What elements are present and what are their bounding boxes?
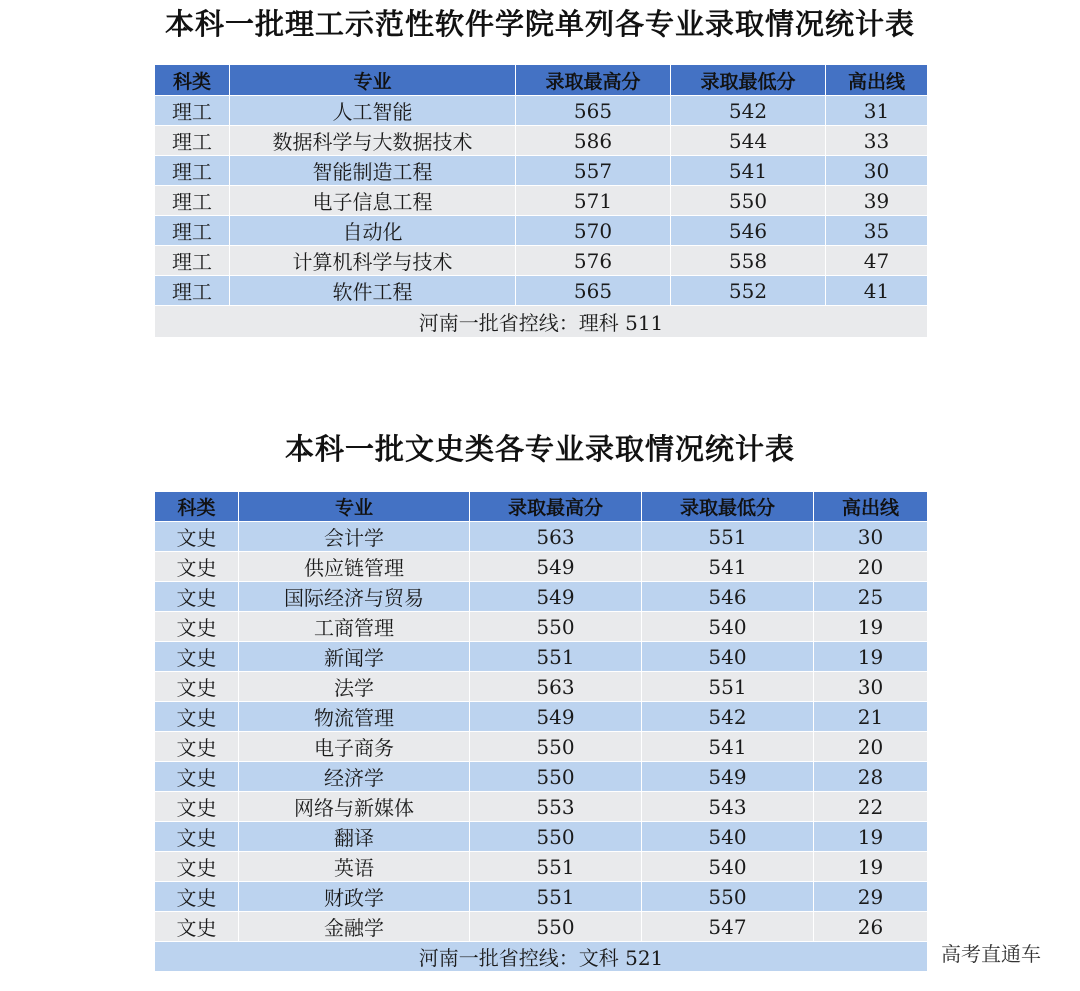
cell-category: 文史 — [155, 672, 239, 702]
cell-category: 文史 — [155, 582, 239, 612]
cell-min-score: 551 — [642, 672, 814, 702]
cell-min-score: 550 — [671, 186, 826, 216]
header-above-line: 高出线 — [814, 492, 928, 522]
cell-max-score: 565 — [516, 276, 671, 306]
cell-above-line: 30 — [814, 522, 928, 552]
table-row — [155, 96, 928, 126]
cell-max-score: 550 — [470, 822, 642, 852]
cell-min-score: 550 — [642, 882, 814, 912]
table-row — [155, 702, 928, 732]
cell-min-score: 552 — [671, 276, 826, 306]
cell-category: 文史 — [155, 612, 239, 642]
header-above-line: 高出线 — [826, 65, 928, 96]
cell-category: 理工 — [155, 216, 230, 246]
cell-min-score: 540 — [642, 642, 814, 672]
cell-above-line: 33 — [826, 126, 928, 156]
cell-above-line: 20 — [814, 732, 928, 762]
header-min-score: 录取最低分 — [671, 65, 826, 96]
cell-major: 电子信息工程 — [230, 186, 516, 216]
cell-category: 文史 — [155, 702, 239, 732]
cell-above-line: 19 — [814, 612, 928, 642]
cell-min-score: 558 — [671, 246, 826, 276]
cell-major: 计算机科学与技术 — [230, 246, 516, 276]
cell-max-score: 565 — [516, 96, 671, 126]
table-row — [155, 732, 928, 762]
table-row — [155, 552, 928, 582]
cell-above-line: 31 — [826, 96, 928, 126]
cell-max-score: 550 — [470, 612, 642, 642]
cell-category: 理工 — [155, 126, 230, 156]
cell-major: 网络与新媒体 — [239, 792, 470, 822]
cell-above-line: 35 — [826, 216, 928, 246]
science-admission-table — [154, 64, 928, 338]
cell-category: 文史 — [155, 732, 239, 762]
header-min-score: 录取最低分 — [642, 492, 814, 522]
cell-category: 理工 — [155, 156, 230, 186]
cell-above-line: 30 — [826, 156, 928, 186]
table-footer-row — [155, 306, 928, 338]
cell-major: 金融学 — [239, 912, 470, 942]
table-row — [155, 276, 928, 306]
table-row — [155, 156, 928, 186]
cell-max-score: 549 — [470, 552, 642, 582]
table-row — [155, 762, 928, 792]
cell-major: 工商管理 — [239, 612, 470, 642]
cell-max-score: 551 — [470, 642, 642, 672]
header-max-score: 录取最高分 — [470, 492, 642, 522]
cell-category: 文史 — [155, 522, 239, 552]
table-row — [155, 126, 928, 156]
control-line-note: 河南一批省控线：文科 521 — [155, 942, 928, 972]
cell-min-score: 543 — [642, 792, 814, 822]
cell-max-score: 557 — [516, 156, 671, 186]
cell-max-score: 553 — [470, 792, 642, 822]
table-row — [155, 912, 928, 942]
cell-above-line: 20 — [814, 552, 928, 582]
cell-max-score: 576 — [516, 246, 671, 276]
cell-min-score: 540 — [642, 852, 814, 882]
table-row — [155, 186, 928, 216]
header-max-score: 录取最高分 — [516, 65, 671, 96]
cell-category: 理工 — [155, 276, 230, 306]
cell-max-score: 570 — [516, 216, 671, 246]
cell-category: 文史 — [155, 642, 239, 672]
cell-major: 经济学 — [239, 762, 470, 792]
cell-min-score: 546 — [642, 582, 814, 612]
table-row — [155, 792, 928, 822]
table-row — [155, 246, 928, 276]
cell-min-score: 541 — [642, 552, 814, 582]
control-line-note: 河南一批省控线：理科 511 — [155, 306, 928, 338]
table-row — [155, 522, 928, 552]
cell-max-score: 551 — [470, 852, 642, 882]
cell-min-score: 542 — [671, 96, 826, 126]
header-major: 专业 — [239, 492, 470, 522]
header-category: 科类 — [155, 65, 230, 96]
cell-major: 国际经济与贸易 — [239, 582, 470, 612]
cell-major: 电子商务 — [239, 732, 470, 762]
cell-above-line: 47 — [826, 246, 928, 276]
header-category: 科类 — [155, 492, 239, 522]
cell-category: 文史 — [155, 822, 239, 852]
cell-min-score: 541 — [642, 732, 814, 762]
cell-major: 物流管理 — [239, 702, 470, 732]
cell-max-score: 550 — [470, 762, 642, 792]
cell-max-score: 551 — [470, 882, 642, 912]
cell-above-line: 41 — [826, 276, 928, 306]
cell-min-score: 551 — [642, 522, 814, 552]
table-row — [155, 642, 928, 672]
cell-above-line: 39 — [826, 186, 928, 216]
cell-above-line: 19 — [814, 822, 928, 852]
cell-above-line: 28 — [814, 762, 928, 792]
cell-above-line: 29 — [814, 882, 928, 912]
cell-above-line: 19 — [814, 852, 928, 882]
cell-above-line: 19 — [814, 642, 928, 672]
cell-max-score: 563 — [470, 522, 642, 552]
cell-min-score: 547 — [642, 912, 814, 942]
liberal-arts-admission-table — [154, 491, 928, 972]
table-row — [155, 216, 928, 246]
table-row — [155, 882, 928, 912]
cell-above-line: 26 — [814, 912, 928, 942]
cell-min-score: 546 — [671, 216, 826, 246]
cell-category: 理工 — [155, 186, 230, 216]
cell-major: 会计学 — [239, 522, 470, 552]
cell-min-score: 542 — [642, 702, 814, 732]
table-row — [155, 852, 928, 882]
cell-min-score: 540 — [642, 822, 814, 852]
header-major: 专业 — [230, 65, 516, 96]
cell-major: 财政学 — [239, 882, 470, 912]
watermark-text: 高考直通车 — [941, 942, 1041, 966]
cell-category: 理工 — [155, 246, 230, 276]
cell-max-score: 563 — [470, 672, 642, 702]
cell-major: 法学 — [239, 672, 470, 702]
table-row — [155, 582, 928, 612]
cell-major: 自动化 — [230, 216, 516, 246]
cell-min-score: 540 — [642, 612, 814, 642]
table-header-row — [155, 492, 928, 522]
cell-major: 英语 — [239, 852, 470, 882]
cell-max-score: 550 — [470, 732, 642, 762]
cell-max-score: 571 — [516, 186, 671, 216]
table1-title: 本科一批理工示范性软件学院单列各专业录取情况统计表 — [164, 7, 915, 41]
cell-category: 文史 — [155, 852, 239, 882]
cell-category: 文史 — [155, 882, 239, 912]
cell-major: 人工智能 — [230, 96, 516, 126]
cell-category: 理工 — [155, 96, 230, 126]
cell-min-score: 544 — [671, 126, 826, 156]
table-footer-row — [155, 942, 928, 972]
cell-major: 数据科学与大数据技术 — [230, 126, 516, 156]
cell-major: 软件工程 — [230, 276, 516, 306]
cell-category: 文史 — [155, 912, 239, 942]
cell-min-score: 549 — [642, 762, 814, 792]
cell-max-score: 550 — [470, 912, 642, 942]
table-row — [155, 822, 928, 852]
cell-category: 文史 — [155, 552, 239, 582]
table-row — [155, 612, 928, 642]
cell-category: 文史 — [155, 792, 239, 822]
cell-max-score: 549 — [470, 702, 642, 732]
cell-above-line: 21 — [814, 702, 928, 732]
cell-above-line: 22 — [814, 792, 928, 822]
table-header-row — [155, 65, 928, 96]
cell-major: 翻译 — [239, 822, 470, 852]
cell-major: 智能制造工程 — [230, 156, 516, 186]
cell-min-score: 541 — [671, 156, 826, 186]
cell-above-line: 25 — [814, 582, 928, 612]
cell-max-score: 549 — [470, 582, 642, 612]
cell-major: 供应链管理 — [239, 552, 470, 582]
table2-title: 本科一批文史类各专业录取情况统计表 — [284, 432, 795, 466]
cell-above-line: 30 — [814, 672, 928, 702]
cell-category: 文史 — [155, 762, 239, 792]
table-row — [155, 672, 928, 702]
cell-major: 新闻学 — [239, 642, 470, 672]
cell-max-score: 586 — [516, 126, 671, 156]
